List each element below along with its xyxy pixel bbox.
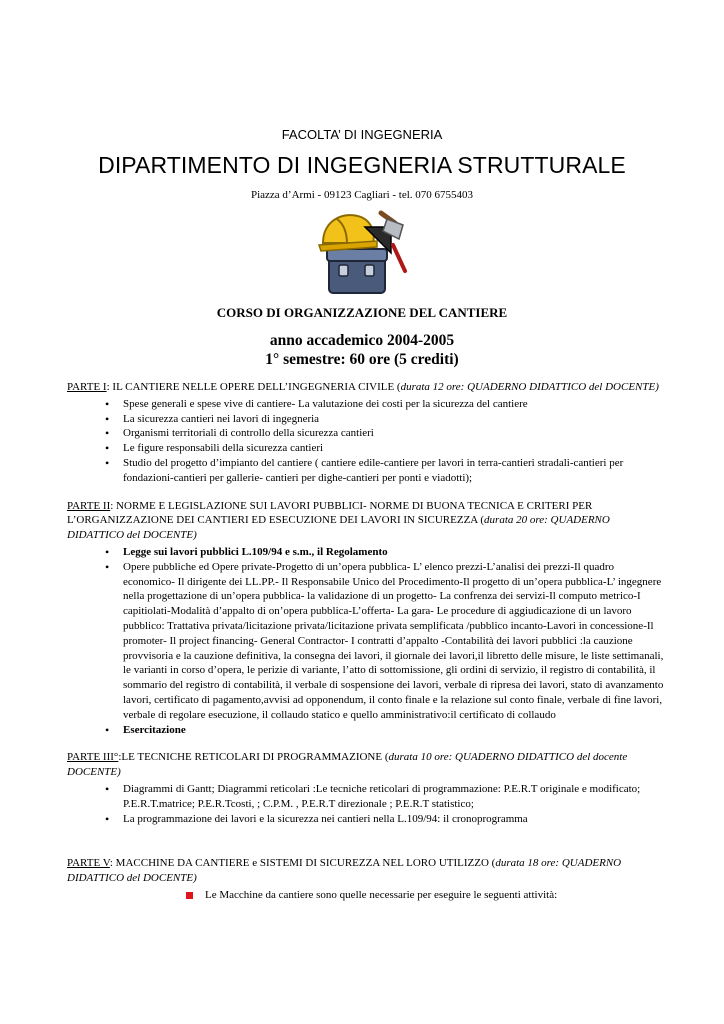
part-2-heading <box>67 499 667 543</box>
list-item: • Organismi territoriali di controllo della sicurezza cantieri <box>67 426 667 441</box>
part-1-heading <box>67 380 667 395</box>
square-bullet-text: Le Macchine da cantiere sono quelle necessarie per eseguire le seguenti attività: <box>205 888 558 901</box>
part-1-note: durata 12 ore: QUADERNO DIDATTICO del DOCENTE) <box>400 381 659 393</box>
department-title: DIPARTIMENTO DI INGEGNERIA STRUTTURALE <box>98 152 626 178</box>
course-period <box>0 331 724 369</box>
part-2-title: : NORME E LEGISLAZIONE SUI LAVORI PUBBLICI- NORME DI BUONA TECNICA E CRITERI PER L’ORGANIZZAZIONE DEI CANTIERI ED ESECUZIONE DEI LAVORI IN SICUREZZA ( <box>67 499 593 527</box>
department-address: Piazza d’Armi - 09123 Cagliari - tel. 070 6755403 <box>250 189 474 201</box>
part-2-label: PARTE II <box>67 499 111 512</box>
list-item: • La sicurezza cantieri nei lavori di ingegneria <box>67 412 667 427</box>
part-5 <box>67 856 667 902</box>
part-3-label: PARTE III° <box>67 751 119 764</box>
course-program <box>67 380 667 903</box>
toolbox-lid <box>327 249 387 261</box>
part-3-title: :LE TECNICHE RETICOLARI DI PROGRAMMAZIONE ( <box>118 751 389 764</box>
part-3-heading <box>67 750 667 780</box>
part-1-label: PARTE I <box>67 381 107 393</box>
part-2-list <box>67 545 667 737</box>
toolbox-latch-right <box>365 265 374 276</box>
list-item: • Opere pubbliche ed Opere private-Progetto di un’opera pubblica- L’ elenco prezzi-L’analisi dei prezzi-Il quadro economico- Il dirigente dei LL.PP.- Il Responsabile Unico del Procedimento-Il progetto di un’opera pubblica-L’ ingegnere nella progettazione di un’opera pubblica- la validazione di un progetto- La confrenza dei servizi-Il computo metrico-I capitiolati-Modalità d’appalto di on’opera pubblica-L’offerta- La gara- Le procedure di aggiudicazione di un lavoro pubblico: Trattativa privata/licitazione privata/licitazione privata semplificata /pubblico incanto-Lavori in concessione-Il promoter- Il project financing- General Contractor- I contratti d’appalto -Contabilità dei lavori pubblici :la cauzione provvisoria e la cauzione definitiva, la consegna dei lavori, il giornale dei lavori,il libretto delle misure, le liste settimanali, le varianti in corso d’opera, le perizie di variante, l’atto di sottomissione, gli ordini di servizio, il registro di contabilità, il sommario del registro di contabilità, il verbale di sospensione dei lavori, verbale di ripresa dei lavori, stato di avanzamento lavori, certificato di pagamento,avvisi ad opponendum, il conto finale e la relazione sul conto finale, verbale di fine lavori, verbale di regolare esecuzione, il collaudo statico e quello amministrativo:il certificato di collaudo <box>67 560 667 723</box>
list-item <box>67 723 667 738</box>
helmet-toolbox-logo <box>315 205 411 301</box>
part-3-note: durata 10 ore: QUADERNO DIDATTICO del docente DOCENTE) <box>67 751 628 779</box>
toolbox-latch-left <box>339 265 348 276</box>
list-item: • Studio del progetto d’impianto del cantiere ( cantiere edile-cantiere per lavori in terra-cantieri stradali-cantieri per fondazioni-cantieri per gallerie- cantieri per dighe-cantieri per ponti e viadotti); <box>67 456 667 486</box>
part-3-list <box>67 782 667 826</box>
list-item: • La programmazione dei lavori e la sicurezza nei cantieri nella L.109/94: il cronoprogramma <box>67 812 667 827</box>
part-2 <box>67 499 667 738</box>
part-2-note: durata 20 ore: QUADERNO DIDATTICO del DOCENTE) <box>67 514 610 542</box>
list-item-bold: Esercitazione <box>123 723 186 736</box>
list-item: • Spese generali e spese vive di cantiere- La valutazione dei costi per la sicurezza del cantiere <box>67 397 667 412</box>
list-item: • Le figure responsabili della sicurezza cantieri <box>67 441 667 456</box>
red-square-bullet-icon <box>186 892 193 899</box>
square-bullet-item <box>67 888 667 903</box>
list-item <box>67 545 667 560</box>
faculty-heading: FACOLTA’ DI INGEGNERIA <box>281 127 443 142</box>
part-5-heading <box>67 856 667 886</box>
course-title: CORSO DI ORGANIZZAZIONE DEL CANTIERE <box>216 305 508 320</box>
part-1-list <box>67 397 667 486</box>
part-1 <box>67 380 667 486</box>
part-1-title: : IL CANTIERE NELLE OPERE DELL’INGEGNERIA CIVILE ( <box>106 381 401 393</box>
list-item-bold: Legge sui lavori pubblici L.109/94 e s.m., il Regolamento <box>123 545 388 558</box>
part-5-title: : MACCHINE DA CANTIERE e SISTEMI DI SICUREZZA NEL LORO UTILIZZO ( <box>109 857 496 870</box>
part-3 <box>67 750 667 826</box>
semester-info: 1° semestre: 60 ore (5 crediti) <box>265 351 459 368</box>
academic-year: anno accademico 2004-2005 <box>269 332 455 349</box>
list-item: • Diagrammi di Gantt; Diagrammi reticolari :Le tecniche reticolari di programmazione: P.E.R.T originale e modificato; P.E.R.T.matrice; P.E.R.Tcosti, ; C.P.M. , P.E.R.T direzionale ; P.E.R.T statistico; <box>67 782 667 812</box>
hammer-handle <box>393 245 405 271</box>
part-5-label: PARTE V <box>67 857 110 870</box>
part-5-note: durata 18 ore: QUADERNO DIDATTICO del DOCENTE) <box>67 857 622 885</box>
